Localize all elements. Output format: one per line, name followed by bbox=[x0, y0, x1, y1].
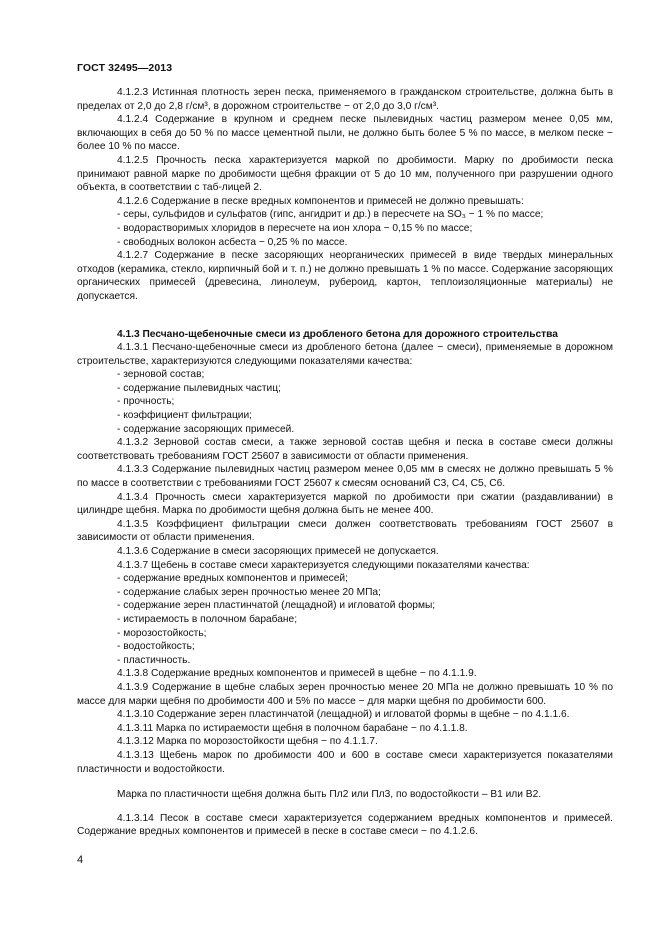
section-title: 4.1.3 Песчано-щебеночные смеси из дробленого бетона для дорожного строительства bbox=[117, 328, 558, 340]
spacer bbox=[77, 776, 613, 788]
document-header: ГОСТ 32495—2013 bbox=[77, 62, 173, 74]
paragraph: 4.1.3.13 Щебень марок по дробимости 400 и 600 в составе смеси характеризуется показателями пластичности и водостойкости. bbox=[77, 749, 613, 775]
paragraph: 4.1.3.7 Щебень в составе смеси характеризуется следующими показателями качества: bbox=[117, 559, 530, 571]
paragraph: 4.1.3.10 Содержание зерен пластинчатой (лещадной) и игловатой формы в щебне − по 4.1.1.6. bbox=[117, 709, 570, 721]
list-item: - морозостойкость; bbox=[117, 627, 207, 639]
page-number: 4 bbox=[77, 854, 84, 866]
document-body bbox=[77, 86, 613, 839]
paragraph: 4.1.3.14 Песок в составе смеси характеризуется содержанием вредных компонентов и примесей. Содержание вредных компонентов и примесей в песке в составе смеси − по 4.1.2.6. bbox=[77, 812, 613, 838]
paragraph: 4.1.2.3 Истинная плотность зерен песка, применяемого в гражданском строительстве, должна быть в пределах от 2,0 до 2,8 г/см³, в дорожном строительстве − от 2,0 до 3,0 г/см³. bbox=[77, 87, 613, 112]
paragraph: 4.1.3.12 Марка по морозостойкости щебня − по 4.1.1.7. bbox=[117, 736, 378, 748]
paragraph: 4.1.3.6 Содержание в смеси засоряющих примесей не допускается. bbox=[117, 546, 439, 557]
paragraph: 4.1.3.1 Песчано-щебеночные смеси из дробленого бетона (далее − смеси), применяемые в дорожном строительстве, характеризуются следующими показателями качества: bbox=[77, 342, 613, 367]
paragraph: 4.1.3.4 Прочность смеси характеризуется маркой по дробимости при сжатии (раздавливании) в цилиндре щебня. Марка по дробимости щебня должна быть не менее 400. bbox=[77, 491, 613, 517]
list-item: - содержание вредных компонентов и примесей; bbox=[117, 573, 348, 585]
paragraph: 4.1.3.11 Марка по истираемости щебня в полочном барабане − по 4.1.1.8. bbox=[117, 722, 468, 734]
list-item: - серы, сульфидов и сульфатов (гипс, ангидрит и др.) в пересчете на SO₃ − 1 % по массе; bbox=[117, 209, 544, 221]
list-item: - водостойкость; bbox=[117, 641, 195, 653]
paragraph: 4.1.2.5 Прочность песка характеризуется маркой по дробимости. Марку по дробимости песка принимают равной марке по дробимости щебня фракции от 5 до 10 мм, полученного при разрушении одного объекта, в соответствии с таб-лицей 2. bbox=[77, 154, 613, 194]
list-item: - истираемость в полочном барабане; bbox=[117, 613, 298, 625]
list-item: - водорастворимых хлоридов в пересчете на ион хлора − 0,15 % по массе; bbox=[117, 222, 473, 234]
paragraph: 4.1.2.6 Содержание в песке вредных компонентов и примесей не должно превышать: bbox=[117, 195, 524, 207]
paragraph: 4.1.3.9 Содержание в щебне слабых зерен прочностью менее 20 МПа не должно превышать 10 % по массе для марки щебня по дробимости 400 и 5% по массе − для марки щебня по дробимости 600. bbox=[77, 681, 613, 707]
paragraph: 4.1.3.3 Содержание пылевидных частиц размером менее 0,05 мм в смесях не должно превышать 5 % по массе в соответствии с требованиями ГОСТ 25607 к смесям оснований С3, С4, С5, С6. bbox=[77, 464, 613, 490]
paragraph: 4.1.2.4 Содержание в крупном и среднем песке пылевидных частиц размером менее 0,05 мм, включающих в себя до 50 % по массе цементной пыли, не должно быть более 5 % по массе, в мелком песке − более 10 % по массе. bbox=[77, 114, 613, 153]
list-item: - содержание слабых зерен прочностью менее 20 МПа; bbox=[117, 586, 381, 598]
paragraph: 4.1.3.8 Содержание вредных компонентов и примесей в щебне − по 4.1.1.9. bbox=[117, 668, 477, 680]
list-item: - содержание зерен пластинчатой (лещадной) и игловатой формы; bbox=[117, 600, 436, 612]
list-item: - зерновой состав; bbox=[117, 369, 205, 381]
list-item: - прочность; bbox=[117, 396, 175, 408]
list-item: - свободных волокон асбеста − 0,25 % по массе. bbox=[117, 236, 348, 248]
list-item: - содержание пылевидных частиц; bbox=[117, 382, 281, 394]
list-item: - содержание засоряющих примесей. bbox=[117, 423, 295, 435]
paragraph: 4.1.3.5 Коэффициент фильтрации смеси должен соответствовать требованиям ГОСТ 25607 в зависимости от области применения. bbox=[77, 518, 613, 544]
paragraph: 4.1.3.2 Зерновой состав смеси, а также зерновой состав щебня и песка в составе смеси должны соответствовать требованиям ГОСТ 25607 в зависимости от области применения. bbox=[77, 437, 613, 462]
list-item: - пластичность. bbox=[117, 654, 191, 666]
paragraph: Марка по пластичности щебня должна быть Пл2 или Пл3, по водостойкости – В1 или В2. bbox=[117, 789, 542, 801]
spacer bbox=[77, 802, 613, 812]
spacer bbox=[77, 304, 613, 328]
paragraph: 4.1.2.7 Содержание в песке засоряющих неорганических примесей в виде твердых минеральных отходов (керамика, стекло, кирпичный бой и т. п.) не должно превышать 1 % по массе. Содержание засоряющих органических примесей (древесина, линолеум, рубероид, картон, теплоизоляционные материалы) не допускается. bbox=[77, 250, 613, 302]
list-item: - коэффициент фильтрации; bbox=[117, 410, 252, 422]
